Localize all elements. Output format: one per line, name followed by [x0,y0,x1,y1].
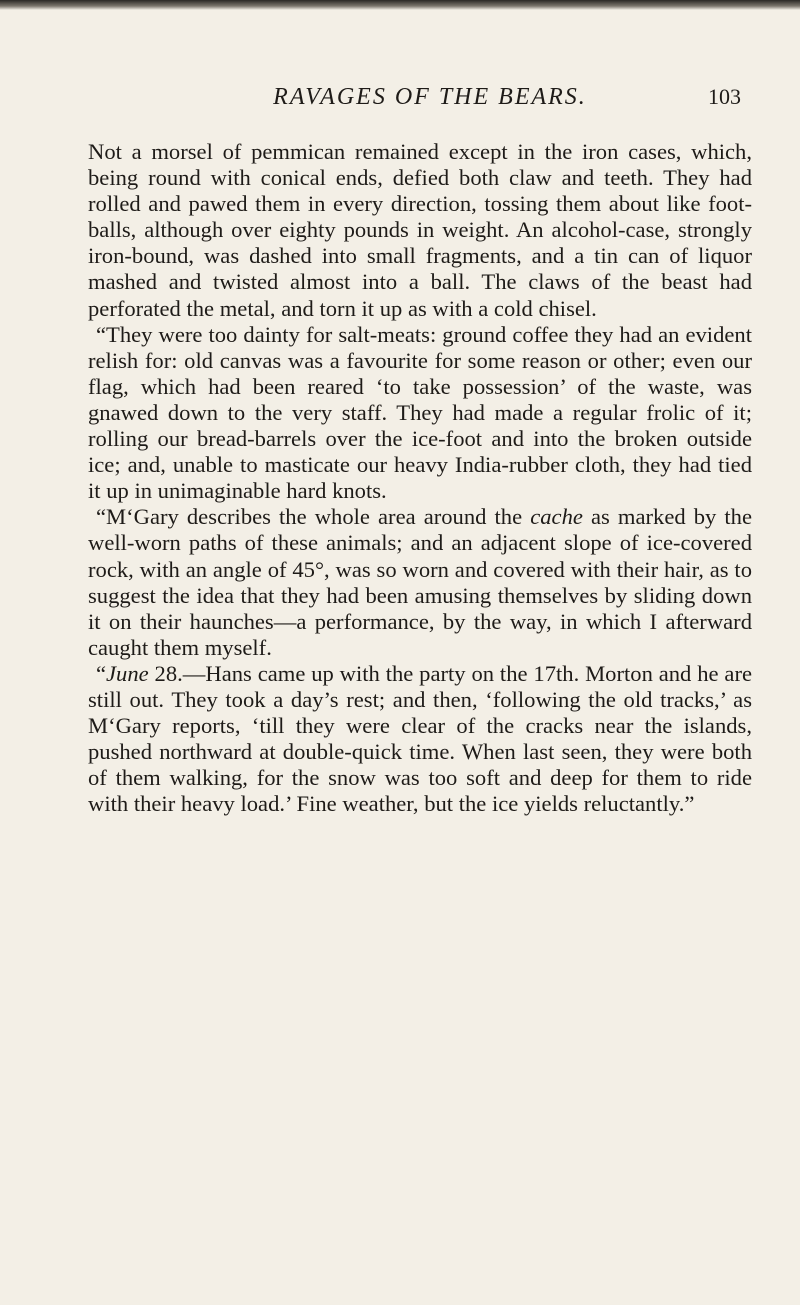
page-top-edge [0,0,800,10]
paragraph-pemmican: Not a morsel of pemmican remained except in the iron cases, which, being round with conical ends, defied both claw and teeth. They had rolled and pawed them in every direction, tossing them about like foot-balls, although over eighty pounds in weight. An alcohol-case, strongly iron-bound, was dashed into small fragments, and a tin can of liquor mashed and twisted almost into a ball. The claws of the beast had perforated the metal, and torn it up as with a cold chisel. [88,139,752,321]
paragraph-dainty: “They were too dainty for salt-meats: ground coffee they had an evident relish for: old canvas was a favourite for some reason or other; even our flag, which had been reared ‘to take possession’ of the waste, was gnawed down to the very staff. They had made a regular frolic of it; rolling our bread-barrels over the ice-foot and into the broken outside ice; and, unable to masticate our heavy India-rubber cloth, they had tied it up in unimaginable hard knots. [88,321,752,504]
page-header [0,84,800,124]
italic-cache: cache [530,504,583,530]
paragraph-june [88,661,752,818]
paragraph-june-end: 28.—Hans came up with the party on the 17th. Morton and he are still out. They took a day’s rest; and then, ‘following the old tracks,’ as M‘Gary reports, ‘till they were clear of the cracks near the islands, pushed northward at double-quick time. When last seen, they were both of them walking, for the snow was too soft and deep for them to ride with their heavy load.’ Fine weather, but the ice yields reluctantly.” [88,660,752,817]
paragraph-june-quote: “ [96,660,107,686]
italic-june: June [106,660,149,686]
paragraph-mgary-end: as marked by the well-worn paths of these animals; and an adjacent slope of ice-covered rock, with an angle of 45°, was so worn and covered with their hair, as to suggest the idea that they had been amusing themselves by sliding down it on their haunches—a performance, by the way, in which I afterward caught them myself. [88,504,752,660]
page-number: 103 [708,84,741,109]
body-text [88,139,752,817]
running-title: RAVAGES OF THE BEARS. [273,84,587,110]
paragraph-mgary-start: “M‘Gary describes the whole area around the [96,504,531,530]
paragraph-mgary [88,504,752,661]
